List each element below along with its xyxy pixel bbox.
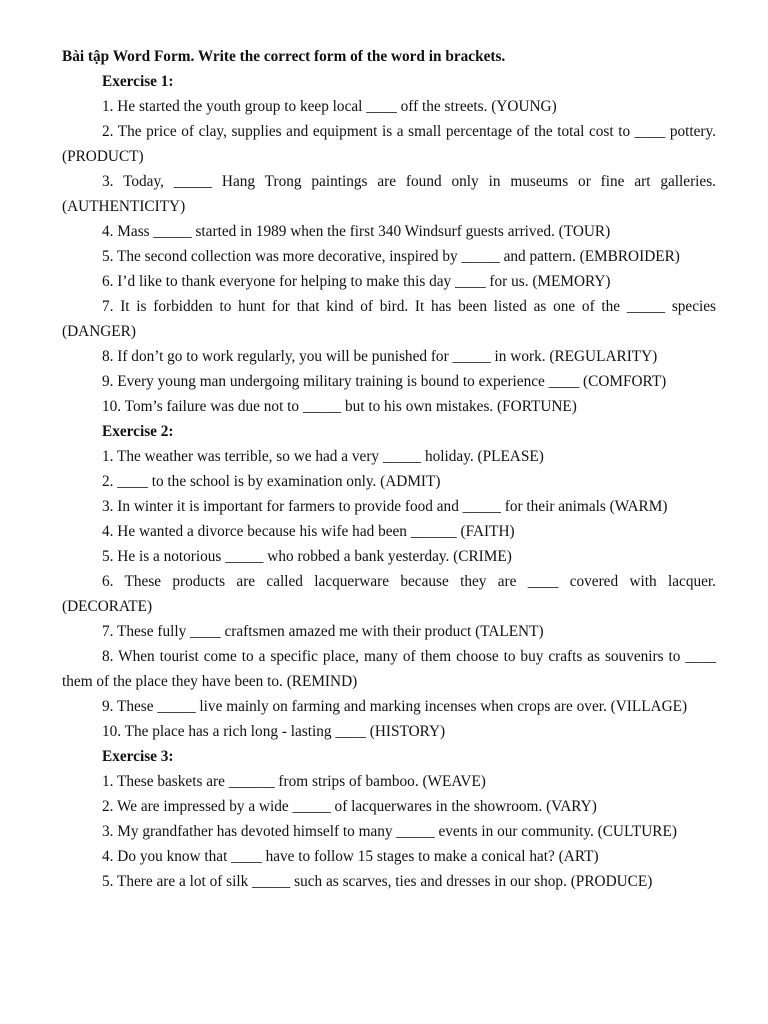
- question-item: 2. The price of clay, supplies and equipment is a small percentage of the total cost to ____ pottery. (PRODUCT): [62, 123, 716, 165]
- exercise-1: [62, 69, 716, 419]
- question-item: 6. These products are called lacquerware because they are ____ covered with lacquer. (DECORATE): [62, 573, 716, 615]
- question-item: 7. These fully ____ craftsmen amazed me with their product (TALENT): [102, 623, 544, 640]
- worksheet: [62, 44, 716, 894]
- question-item: 4. Mass _____ started in 1989 when the first 340 Windsurf guests arrived. (TOUR): [102, 223, 611, 240]
- question-item: 9. Every young man undergoing military training is bound to experience ____ (COMFORT): [102, 373, 667, 390]
- question-item: 8. If don’t go to work regularly, you will be punished for _____ in work. (REGULARITY): [102, 348, 658, 365]
- question-item: 10. Tom’s failure was due not to _____ but to his own mistakes. (FORTUNE): [102, 398, 577, 415]
- question-item: 3. In winter it is important for farmers to provide food and _____ for their animals (WARM): [102, 498, 668, 515]
- question-item: 2. ____ to the school is by examination only. (ADMIT): [102, 473, 441, 490]
- question-item: 5. He is a notorious _____ who robbed a bank yesterday. (CRIME): [102, 548, 512, 565]
- exercise-2: [62, 419, 716, 744]
- question-item: 8. When tourist come to a specific place, many of them choose to buy crafts as souvenirs to ____ them of the place they have been to. (REMIND): [62, 648, 716, 690]
- exercise-heading: Exercise 3:: [102, 748, 174, 765]
- question-item: 4. Do you know that ____ have to follow 15 stages to make a conical hat? (ART): [102, 848, 599, 865]
- question-item: 1. He started the youth group to keep local ____ off the streets. (YOUNG): [102, 98, 557, 115]
- question-item: 9. These _____ live mainly on farming and marking incenses when crops are over. (VILLAGE): [102, 698, 688, 715]
- question-item: 4. He wanted a divorce because his wife had been ______ (FAITH): [102, 523, 515, 540]
- exercise-3: [62, 744, 716, 894]
- question-item: 5. There are a lot of silk _____ such as scarves, ties and dresses in our shop. (PRODUCE): [102, 873, 653, 890]
- exercise-heading: Exercise 2:: [102, 423, 174, 440]
- question-item: 3. Today, _____ Hang Trong paintings are found only in museums or fine art galleries. (AUTHENTICITY): [62, 173, 716, 215]
- worksheet-title: Bài tập Word Form. Write the correct form of the word in brackets.: [62, 48, 506, 65]
- question-item: 5. The second collection was more decorative, inspired by _____ and pattern. (EMBROIDER): [102, 248, 680, 265]
- question-item: 2. We are impressed by a wide _____ of lacquerwares in the showroom. (VARY): [102, 798, 597, 815]
- exercise-heading: Exercise 1:: [102, 73, 174, 90]
- question-item: 7. It is forbidden to hunt for that kind of bird. It has been listed as one of the _____ species (DANGER): [62, 298, 716, 340]
- question-item: 1. The weather was terrible, so we had a very _____ holiday. (PLEASE): [102, 448, 544, 465]
- question-item: 3. My grandfather has devoted himself to many _____ events in our community. (CULTURE): [102, 823, 677, 840]
- question-item: 6. I’d like to thank everyone for helping to make this day ____ for us. (MEMORY): [102, 273, 611, 290]
- question-item: 10. The place has a rich long - lasting ____ (HISTORY): [102, 723, 446, 740]
- question-item: 1. These baskets are ______ from strips of bamboo. (WEAVE): [102, 773, 486, 790]
